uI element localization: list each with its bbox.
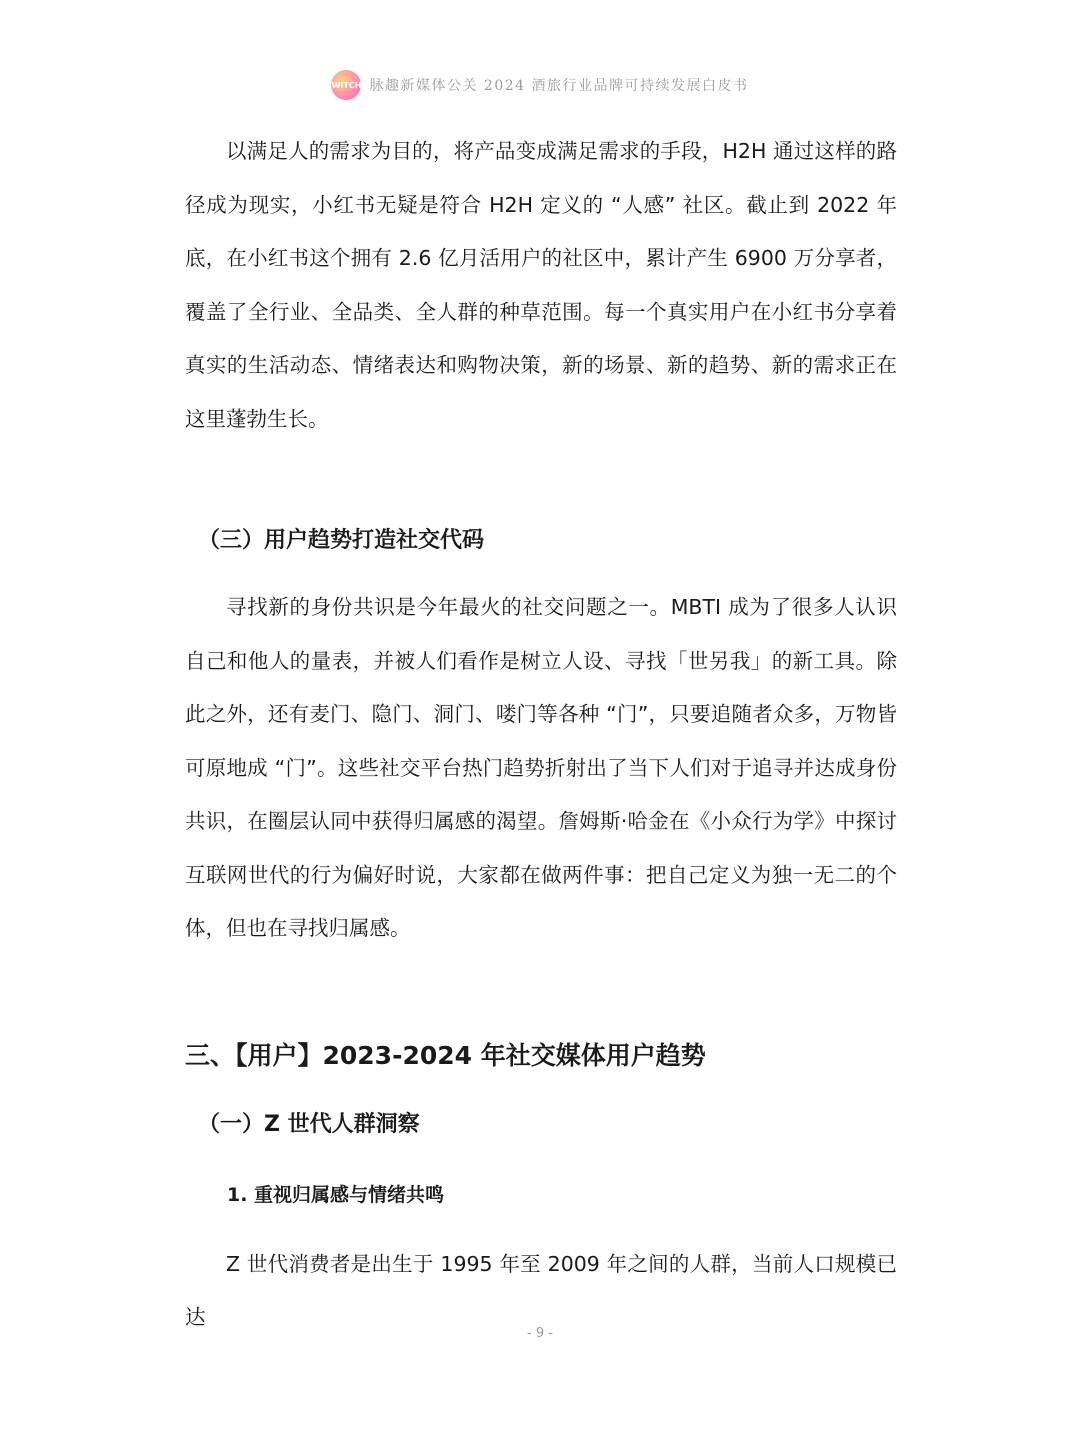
brand-logo-icon — [331, 70, 361, 100]
spacer — [185, 556, 897, 581]
page-number: - 9 - — [527, 1326, 553, 1341]
page-header — [0, 70, 1080, 100]
paragraph-gen-z: Z 世代消费者是出生于 1995 年至 2009 年之间的人群，当前人口规模已达 — [185, 1251, 897, 1329]
heading-user-trends: 三、【用户】2023-2024 年社交媒体用户趋势 — [185, 1040, 706, 1070]
paragraph-identity: 寻找新的身份共识是今年最火的社交问题之一。MBTI 成为了很多人认识自己和他人的量表，并被人们看作是树立人设、寻找「世另我」的新工具。除此之外，还有麦门、隐门、洞门、喽门等各种 “门”，只要追随者众多，万物皆可原地成 “门”。这些社交平台热门趋势折射出了当下人们对于追寻并达成身份共识，在圈层认同中获得归属感的渴望。詹姆斯·哈金在《小众行为学》中探讨互联网世代的行为偏好时说，大家都在做两件事：把自己定义为独一无二的个体，但也在寻找归属感。 — [185, 595, 897, 940]
heading-social-code: （三）用户趋势打造社交代码 — [198, 528, 485, 553]
spacer — [185, 446, 897, 526]
spacer — [185, 1140, 897, 1182]
heading-gen-z: （一）Z 世代人群洞察 — [198, 1111, 420, 1137]
document-body — [185, 125, 897, 1345]
spacer — [185, 956, 897, 1039]
paragraph-h2h: 以满足人的需求为目的，将产品变成满足需求的手段，H2H 通过这样的路径成为现实，小红书无疑是符合 H2H 定义的 “人感” 社区。截止到 2022 年底，在小红书这个拥有 2.6 亿月活用户的社区中，累计产生 6900 万分享者，覆盖了全行业、全品类、全人群的种草范围。每一个真实用户在小红书分享着真实的生活动态、情绪表达和购物决策，新的场景、新的趋势、新的需求正在这里蓬勃生长。 — [185, 139, 897, 431]
spacer — [185, 1208, 897, 1238]
spacer — [185, 1073, 897, 1110]
heading-belonging: 1. 重视归属感与情绪共鸣 — [227, 1183, 445, 1206]
brand-logo-text: WITCH — [331, 80, 362, 90]
header-title: 脉趣新媒体公关 2024 酒旅行业品牌可持续发展白皮书 — [369, 78, 749, 94]
